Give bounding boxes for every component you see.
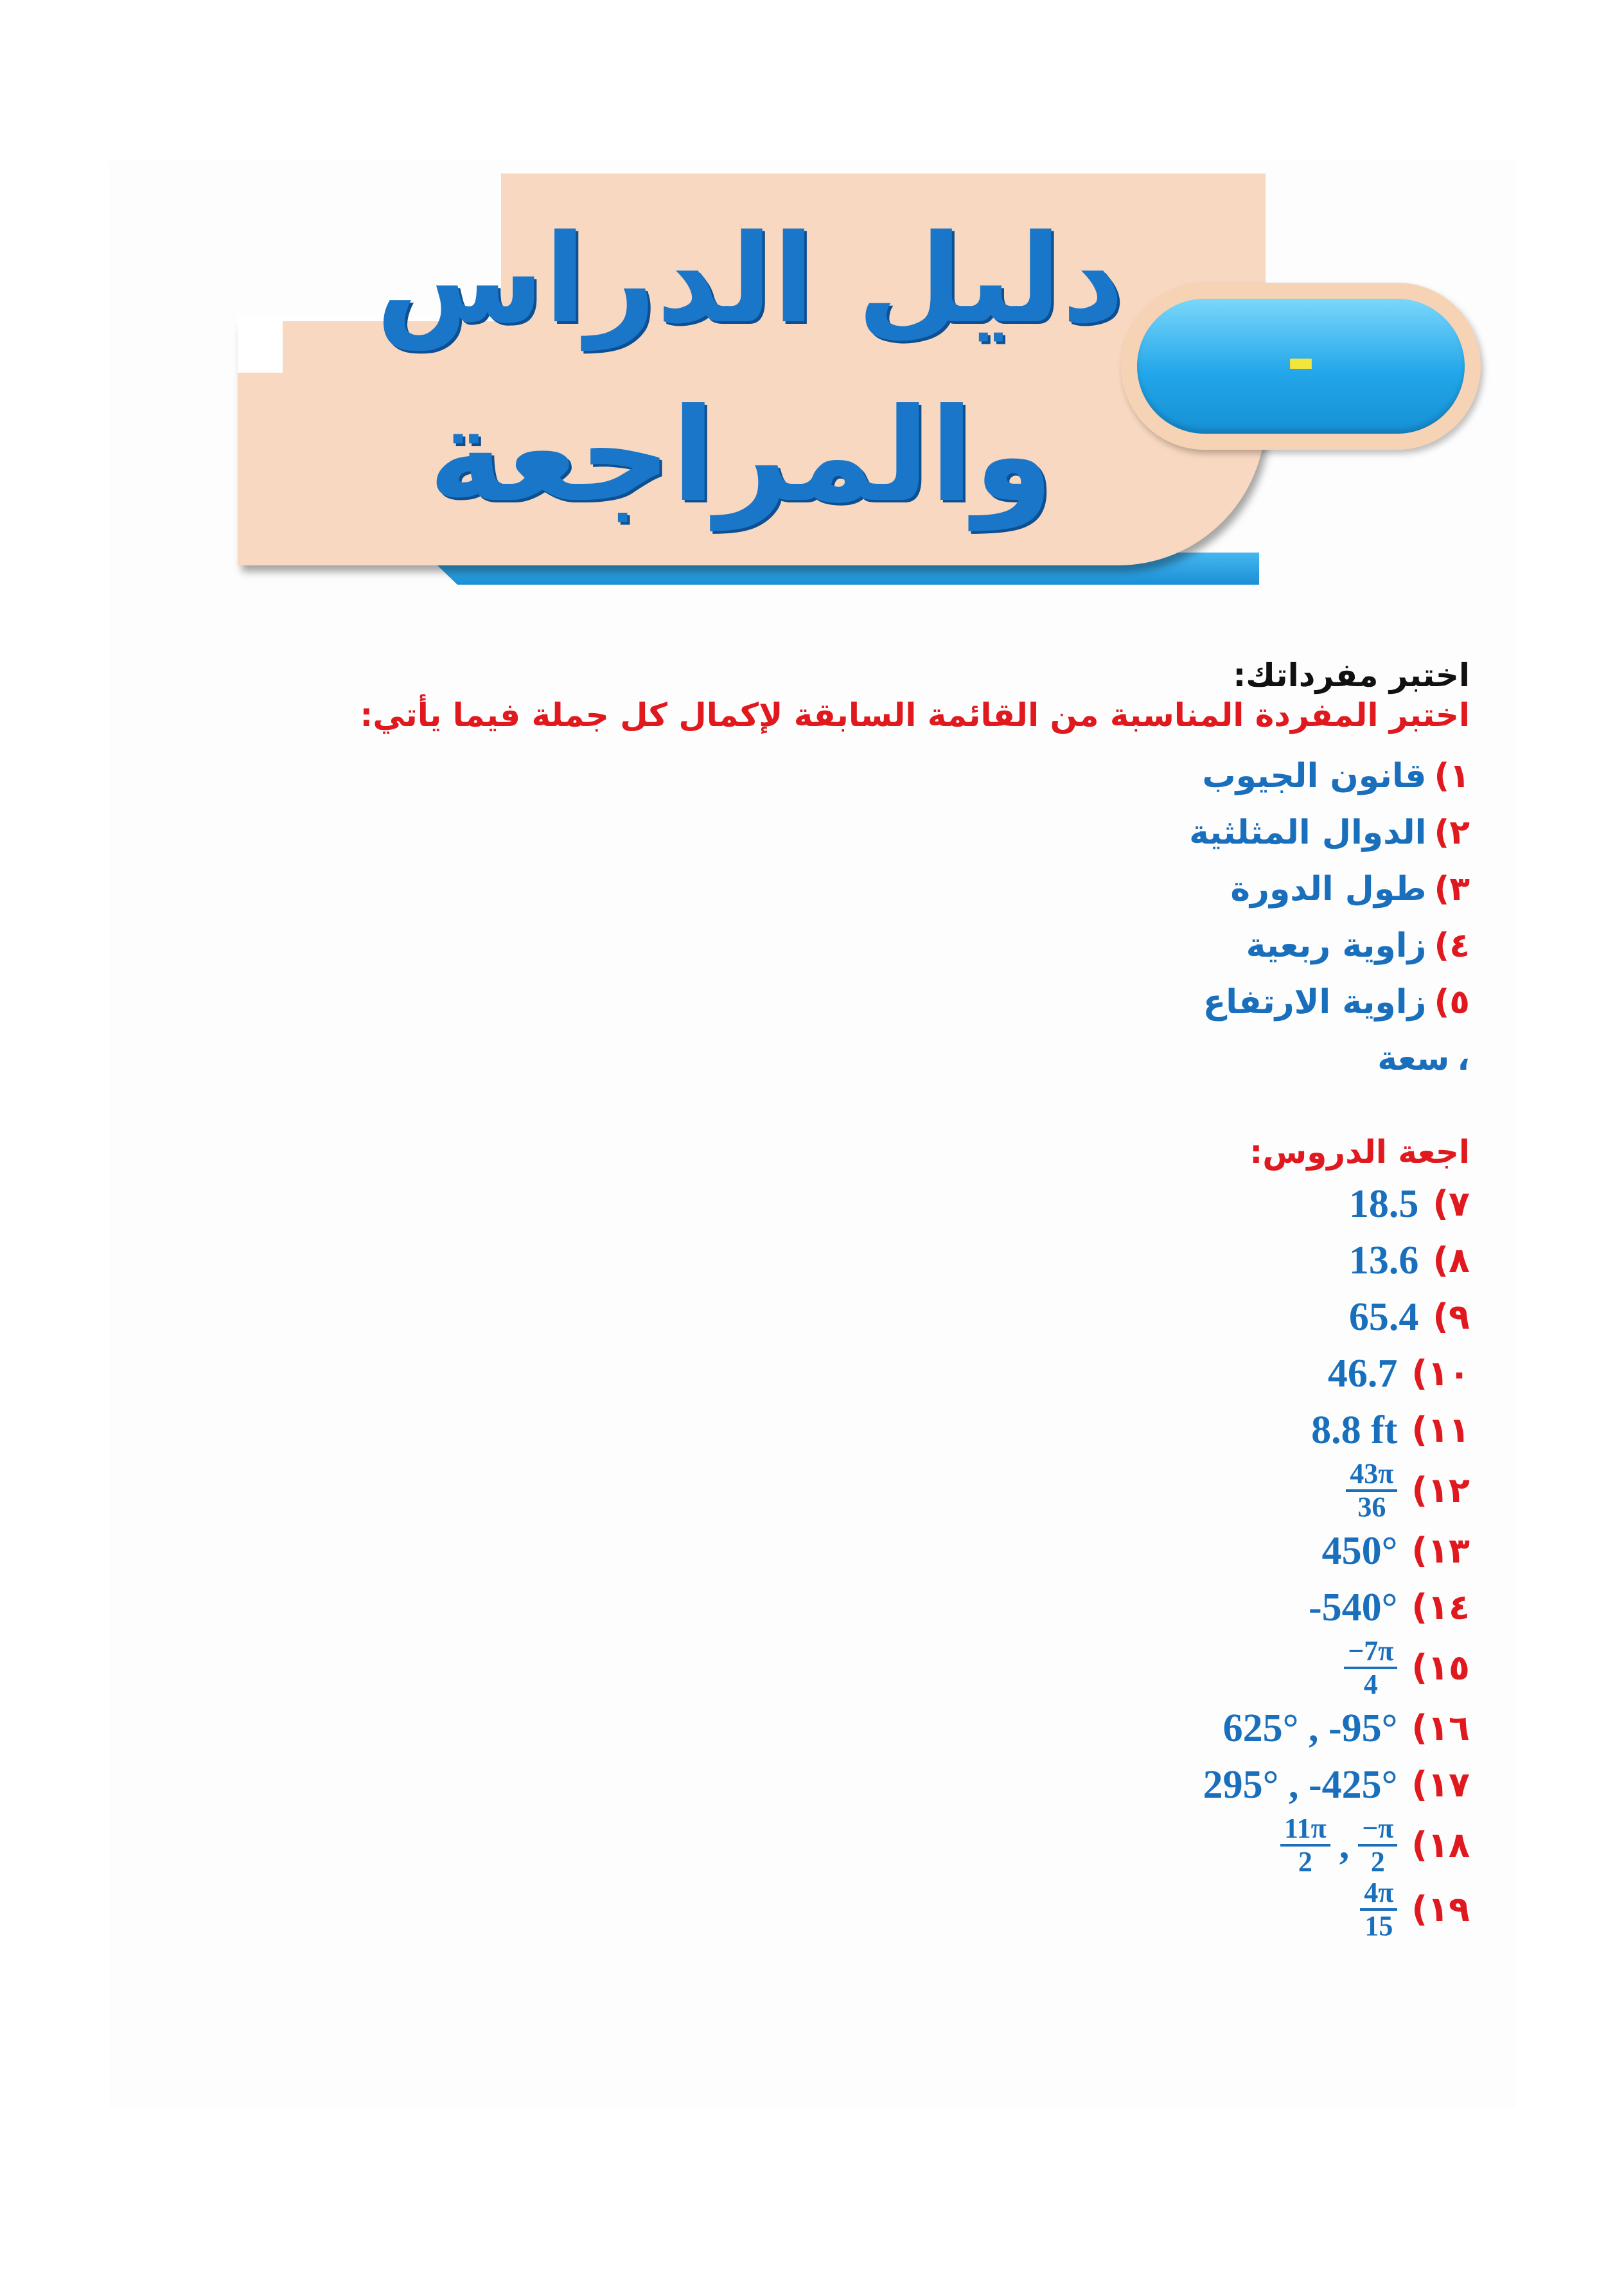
answer-row: [249, 1232, 1470, 1289]
answer-row: [249, 1289, 1470, 1345]
fraction-denominator: 2: [1370, 1846, 1385, 1877]
answer-row: [249, 1700, 1470, 1757]
answer-value: 8.8 ft: [1311, 1408, 1398, 1452]
answer-value: 625° , -95°: [1222, 1706, 1398, 1750]
answer-number: ١٣): [1411, 1530, 1470, 1571]
answer-number: ١١): [1411, 1410, 1470, 1450]
fraction-separator: ,: [1339, 1823, 1350, 1867]
item-number: ،: [1457, 1040, 1470, 1078]
answer-number: ١٠): [1411, 1353, 1470, 1394]
item-number: ٣): [1434, 870, 1470, 908]
answer-list: [249, 1176, 1470, 1942]
item-text: قانون الجيوب: [1202, 757, 1427, 795]
answer-row: [249, 1523, 1470, 1579]
answer-number: ١٦): [1411, 1708, 1470, 1748]
answer-row: [249, 1402, 1470, 1458]
answer-number: ٧): [1433, 1183, 1470, 1224]
fraction-denominator: 4: [1363, 1669, 1378, 1700]
answer-number: ٨): [1433, 1240, 1470, 1280]
answer-row: [249, 1877, 1470, 1942]
answer-row: [249, 1176, 1470, 1232]
answer-value: 65.4: [1348, 1295, 1419, 1339]
answer-value: 46.7: [1327, 1352, 1398, 1396]
answer-fraction: [1346, 1458, 1397, 1523]
vocab-list: [249, 748, 1470, 1087]
answer-number: ١٢): [1411, 1470, 1470, 1511]
answer-number: ٩): [1433, 1297, 1470, 1337]
answer-fraction: [1358, 1813, 1397, 1877]
answer-row: [249, 1636, 1470, 1700]
fraction-numerator: 43π: [1346, 1458, 1397, 1492]
answer-row: [249, 1579, 1470, 1636]
answer-fraction: [1280, 1813, 1330, 1877]
answer-number: ١٤): [1411, 1587, 1470, 1627]
item-number: ٢): [1434, 813, 1470, 852]
item-number: ١): [1434, 757, 1470, 795]
fraction-denominator: 2: [1298, 1846, 1312, 1877]
list-item: [249, 1031, 1470, 1087]
item-text: زاوية الارتفاع: [1203, 983, 1427, 1022]
answer-value: 295° , -425°: [1203, 1763, 1398, 1807]
answer-fraction-pair: [1280, 1813, 1397, 1877]
badge-pill-label: -: [1286, 319, 1316, 401]
answer-number: ١٨): [1411, 1825, 1470, 1865]
page-title-line-2: والمراجعة: [428, 381, 1054, 531]
fraction-numerator: −7π: [1344, 1636, 1397, 1669]
answer-value: -540°: [1308, 1586, 1398, 1629]
page-title-line-1: دليل الدراس: [375, 208, 1124, 350]
list-item: [249, 804, 1470, 861]
item-text: الدوال المثلثية: [1189, 813, 1427, 852]
fraction-denominator: 15: [1364, 1910, 1393, 1942]
answer-row: [249, 1345, 1470, 1402]
fraction-numerator: 11π: [1280, 1813, 1330, 1847]
vocab-instruction: اختبر المفردة المناسبة من القائمة السابقة لإكمال كل جملة فيما يأتي:: [360, 696, 1470, 734]
main-content: [249, 655, 1470, 1942]
item-text: زاوية ربعية: [1246, 926, 1427, 965]
fraction-numerator: −π: [1358, 1813, 1397, 1847]
list-item: [249, 974, 1470, 1031]
list-item: [249, 748, 1470, 804]
answer-number: ١٩): [1411, 1889, 1470, 1929]
answer-value: 18.5: [1348, 1182, 1419, 1226]
item-number: ٤): [1434, 926, 1470, 965]
list-item: [249, 861, 1470, 917]
answer-fraction: [1344, 1636, 1397, 1700]
answer-number: ١٥): [1411, 1647, 1470, 1688]
answer-number: ١٧): [1411, 1764, 1470, 1805]
review-heading: اجعة الدروس:: [1249, 1133, 1470, 1171]
answer-value: 450°: [1321, 1529, 1398, 1573]
answer-row: [249, 1757, 1470, 1813]
vocab-heading: اختبر مفرداتك:: [1233, 657, 1470, 694]
fraction-numerator: 4π: [1360, 1877, 1397, 1911]
item-text: طول الدورة: [1230, 870, 1427, 908]
fraction-denominator: 36: [1357, 1491, 1386, 1523]
answer-value: 13.6: [1348, 1239, 1419, 1282]
answer-row: [249, 1813, 1470, 1877]
list-item: [249, 917, 1470, 974]
item-text: سعة: [1377, 1040, 1450, 1078]
answer-fraction: [1360, 1877, 1397, 1942]
item-number: ٥): [1434, 983, 1470, 1022]
answer-row: [249, 1458, 1470, 1523]
